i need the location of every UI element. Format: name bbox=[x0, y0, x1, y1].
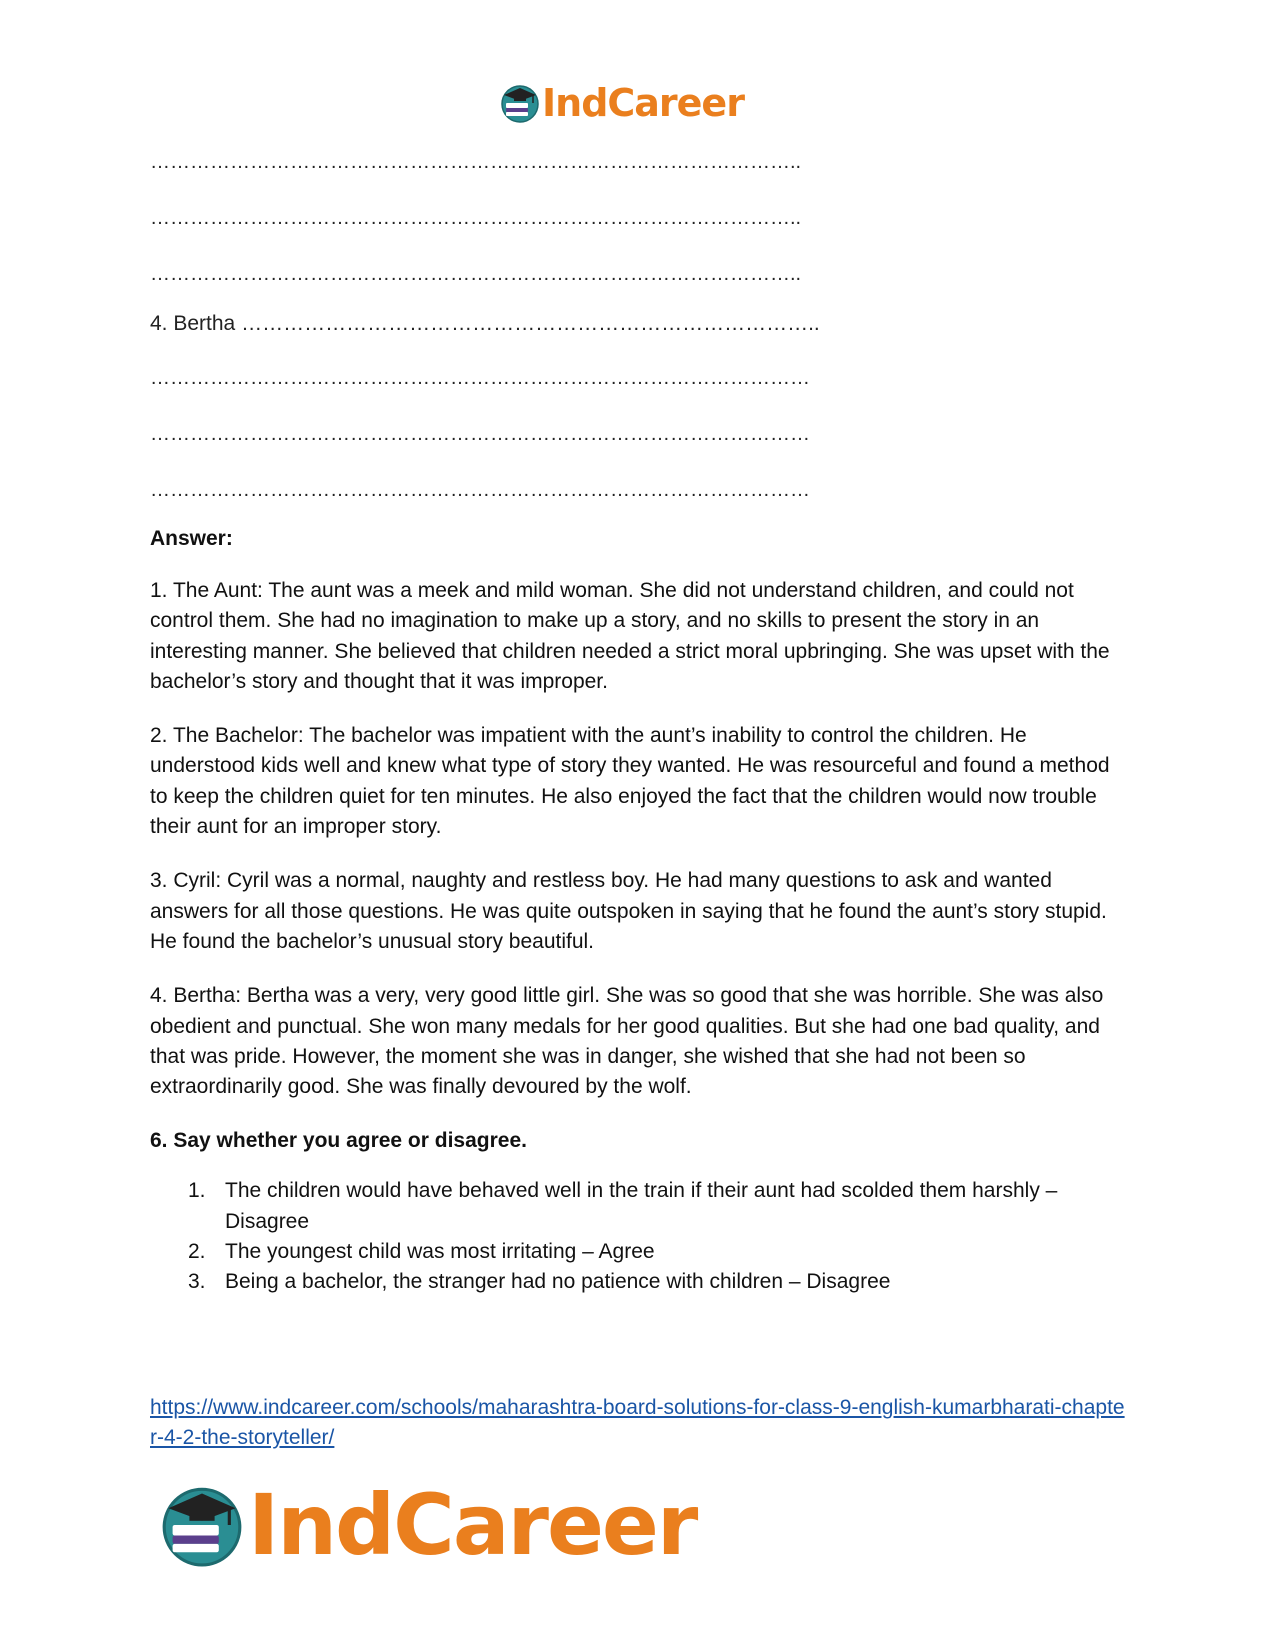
bertha-item bbox=[150, 312, 1130, 366]
source-link[interactable]: https://www.indcareer.com/schools/maharashtra-board-solutions-for-class-9-english-kumarbharati-chapter-4-2-the-storyteller/ bbox=[150, 1396, 1125, 1449]
answer-paragraph-cyril: 3. Cyril: Cyril was a normal, naughty and restless boy. He had many questions to ask and wanted answers for all those questions. He was quite outspoken in saying that he found the aunt’s story stupid. He found the bachelor’s unusual story beautiful. bbox=[150, 869, 1107, 953]
blank-answer-line: ……………………………………………………………………………………… bbox=[150, 479, 810, 501]
bertha-dots: ……………………………………………………………………….. bbox=[241, 312, 820, 335]
blank-answer-line: ……………………………………………………………………………………… bbox=[150, 367, 810, 389]
list-item-text: The children would have behaved well in the train if their aunt had scolded them harshly – Disagree bbox=[225, 1179, 1058, 1233]
list-item-text: Being a bachelor, the stranger had no patience with children – Disagree bbox=[225, 1270, 891, 1294]
list-item-number: 3. bbox=[188, 1270, 206, 1294]
answer-heading: Answer: bbox=[150, 527, 233, 550]
blank-answer-line: …………………………………………………………………………………….. bbox=[150, 263, 802, 285]
page-content bbox=[150, 150, 1130, 1298]
blank-answer-line: …………………………………………………………………………………….. bbox=[150, 151, 802, 173]
blank-answer-line: ……………………………………………………………………………………… bbox=[150, 423, 810, 445]
list-item bbox=[150, 1237, 1130, 1267]
answer-paragraph-bachelor: 2. The Bachelor: The bachelor was impatient with the aunt’s inability to control the children. He understood kids well and knew what type of story they wanted. He was resourceful and found a method to keep the children quiet for ten minutes. He also enjoyed the fact that the children would now trouble their aunt for an improper story. bbox=[150, 724, 1110, 839]
answer-paragraph-bertha: 4. Bertha: Bertha was a very, very good little girl. She was so good that she was horrible. She was also obedient and punctual. She won many medals for her good qualities. But she had one bad quality, and that was pride. However, the moment she was in danger, she wished that she had not been so extraordinarily good. She was finally devoured by the wolf. bbox=[150, 984, 1104, 1099]
list-item-text: The youngest child was most irritating – Agree bbox=[225, 1240, 655, 1264]
list-item bbox=[150, 1176, 1130, 1237]
list-item-number: 2. bbox=[188, 1240, 206, 1264]
list-item bbox=[150, 1267, 1130, 1297]
logo-text: IndCareer bbox=[248, 1476, 697, 1574]
question-6-heading: 6. Say whether you agree or disagree. bbox=[150, 1129, 527, 1153]
footer-logo bbox=[160, 1470, 696, 1580]
bertha-label: 4. Bertha bbox=[150, 312, 236, 335]
graduation-cap-book-globe-icon bbox=[160, 1483, 244, 1567]
list-item-number: 1. bbox=[188, 1179, 206, 1203]
graduation-cap-book-globe-icon bbox=[500, 83, 540, 123]
blank-answer-line: …………………………………………………………………………………….. bbox=[150, 207, 802, 229]
agree-disagree-list bbox=[150, 1176, 1130, 1297]
answer-paragraph-aunt: 1. The Aunt: The aunt was a meek and mild woman. She did not understand children, and could not control them. She had no imagination to make up a story, and no skills to present the story in an interesting manner. She believed that children needed a strict moral upbringing. She was upset with the bachelor’s story and thought that it was improper. bbox=[150, 579, 1110, 693]
header-logo bbox=[500, 78, 744, 128]
logo-text: IndCareer bbox=[542, 81, 744, 125]
